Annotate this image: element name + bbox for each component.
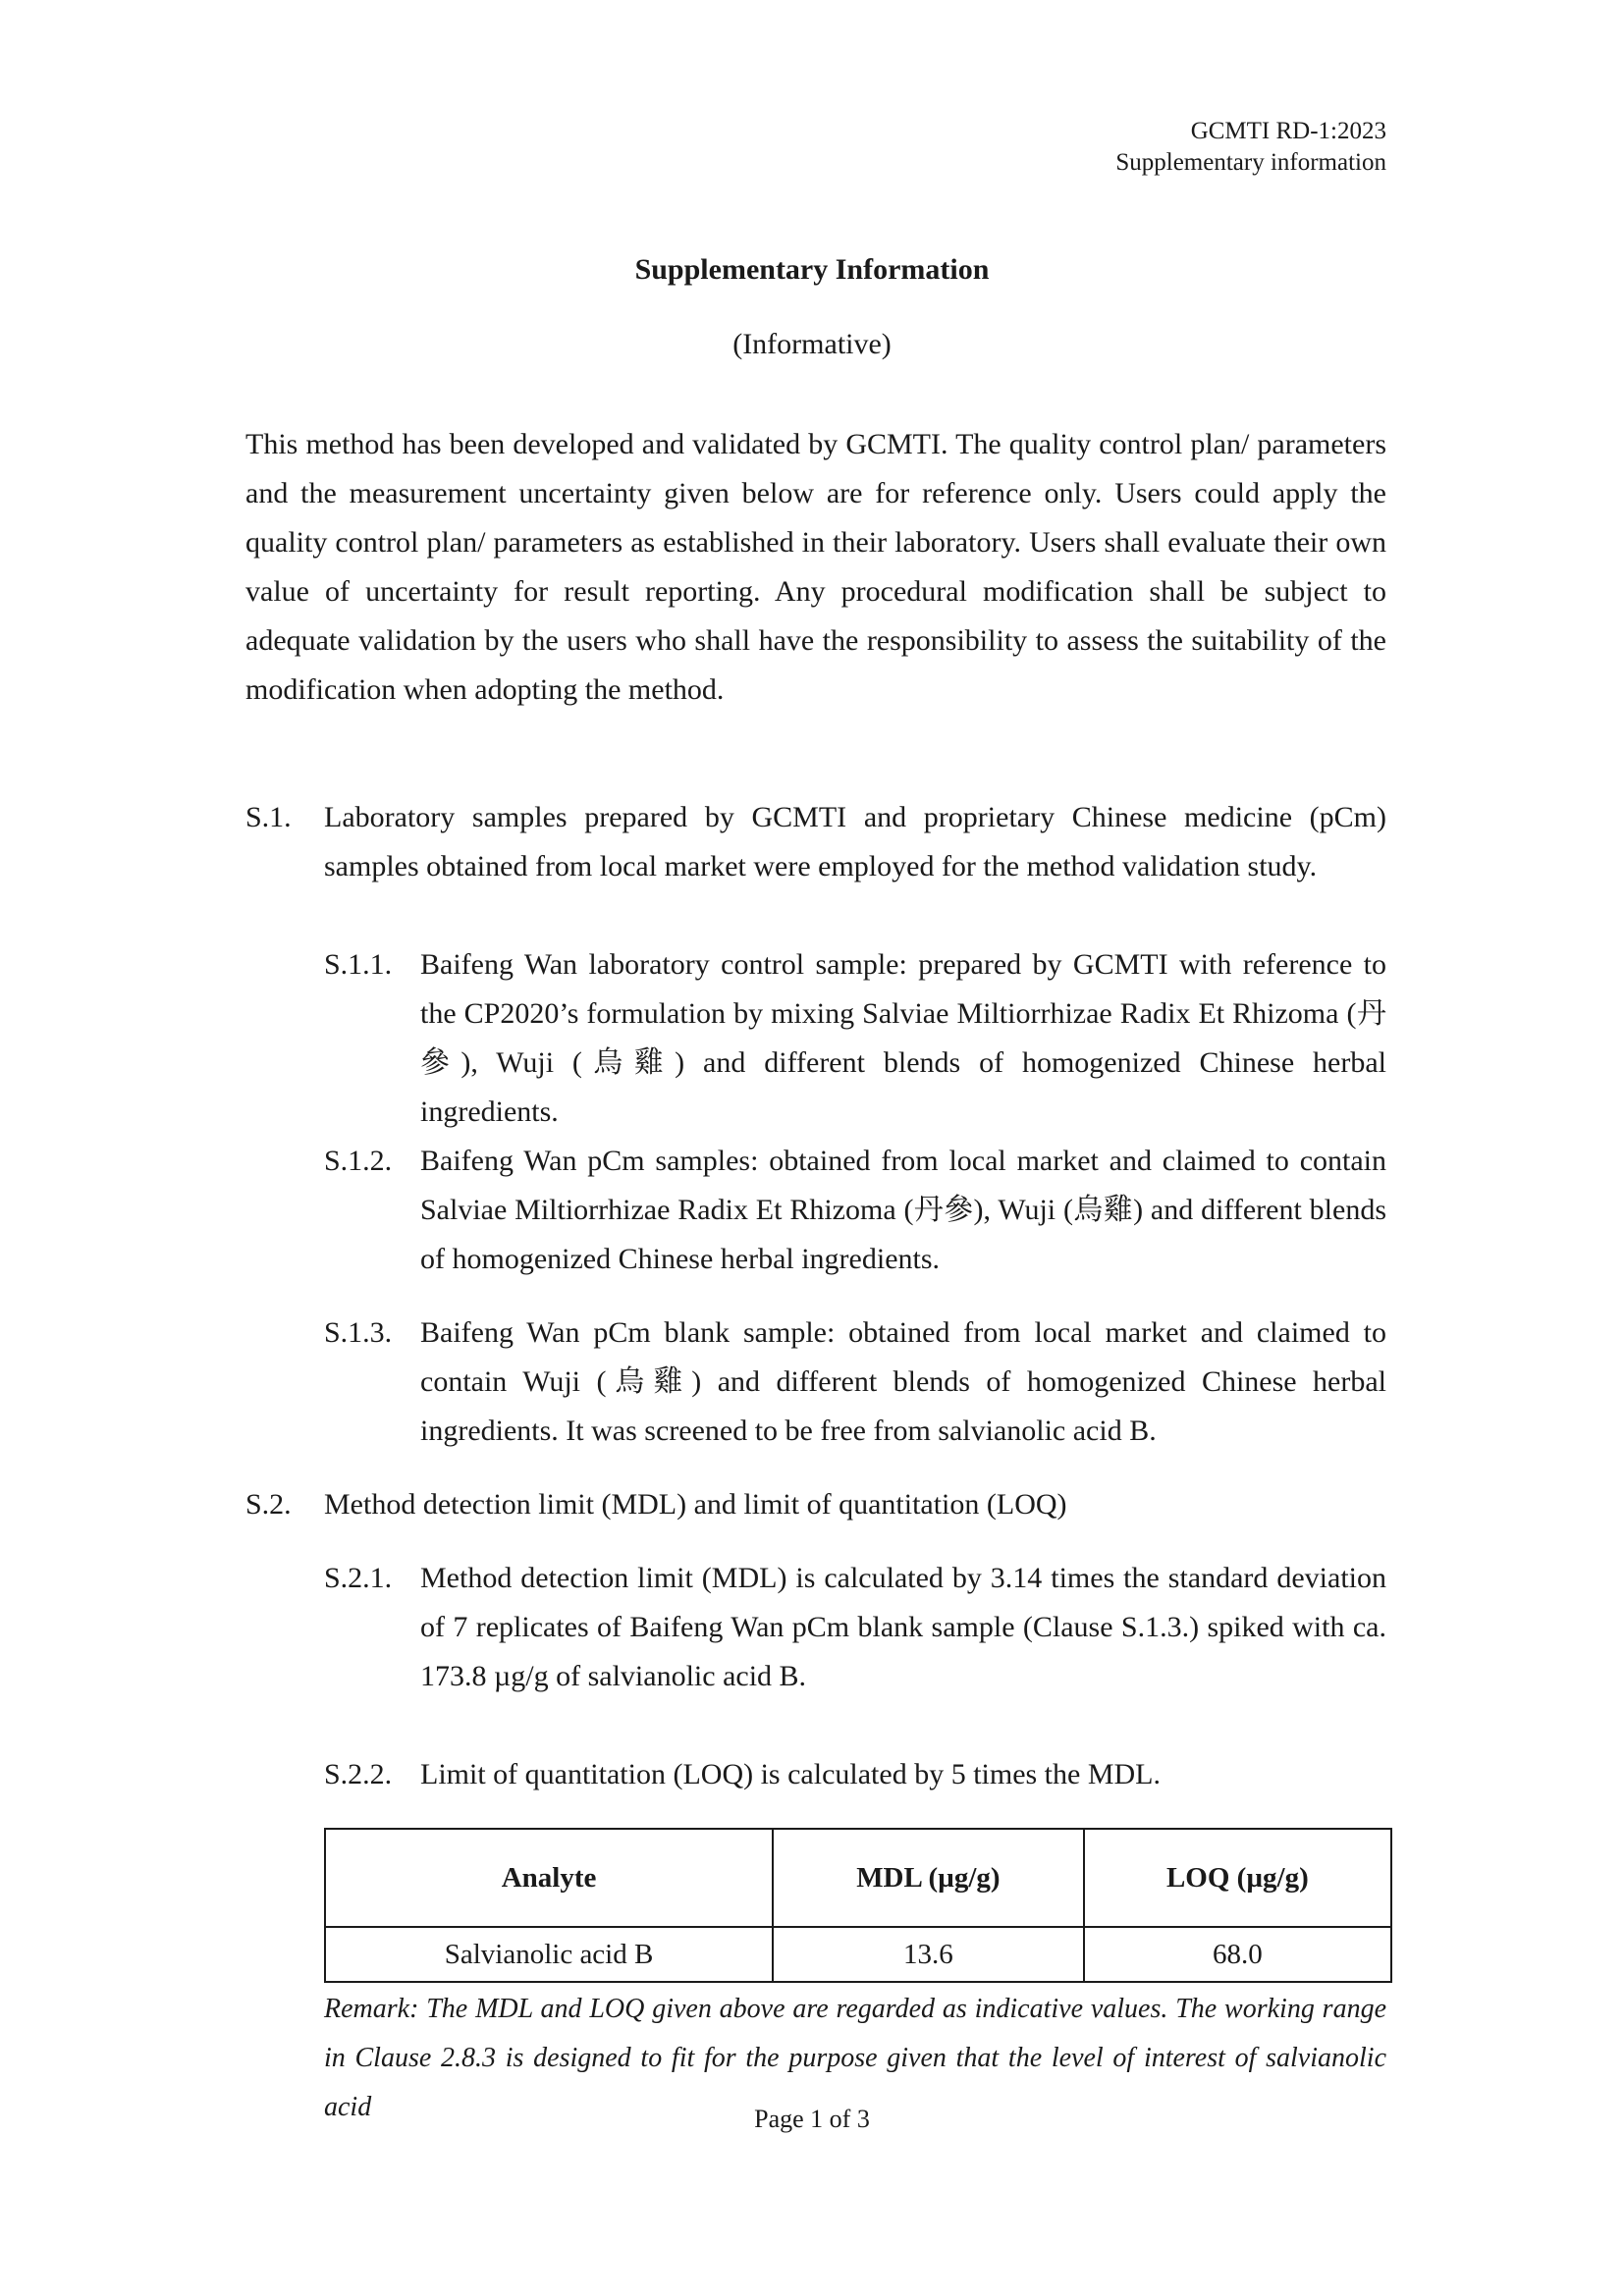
section-s2 <box>245 1480 1386 1529</box>
clause-text: Method detection limit (MDL) is calculated by 3.14 times the standard deviation of 7 replicates of Baifeng Wan pCm blank sample (Clause S.1.3.) spiked with ca. 173.8 µg/g of salvianolic acid B. <box>420 1562 1386 1692</box>
clause-s1-3 <box>324 1308 1386 1456</box>
clause-text: Limit of quantitation (LOQ) is calculated by 5 times the MDL. <box>420 1758 1161 1790</box>
page-title: Supplementary Information <box>634 253 990 286</box>
clause-number: S.1.1. <box>324 948 393 981</box>
page-footer: Page 1 of 3 <box>754 2105 870 2133</box>
mdl-loq-table <box>324 1828 1392 1983</box>
clause-text: Baifeng Wan pCm samples: obtained from local market and claimed to contain Salviae Miltiorrhizae Radix Et Rhizoma (丹參), Wuji (烏雞) and different blends of homogenized Chinese herbal ingredients. <box>420 1145 1386 1275</box>
intro-paragraph: This method has been developed and validated by GCMTI. The quality control plan/ parameters and the measurement uncertainty given below are for reference only. Users could apply the quality control plan/ parameters as established in their laboratory. Users shall evaluate their own value of uncertainty for result reporting. Any procedural modification shall be subject to adequate validation by the users who shall have the responsibility to assess the suitability of the modification when adopting the method. <box>245 428 1386 706</box>
clause-s1-2 <box>324 1137 1386 1284</box>
clause-s2-2 <box>324 1750 1386 1799</box>
section-text: Method detection limit (MDL) and limit of quantitation (LOQ) <box>324 1488 1067 1521</box>
header-doc-code: GCMTI RD-1:2023 <box>1190 118 1386 144</box>
cell-loq: 68.0 <box>1084 1927 1391 1982</box>
section-number: S.2. <box>245 1488 292 1521</box>
clause-text: Baifeng Wan pCm blank sample: obtained from local market and claimed to contain Wuji (烏雞) and different blends of homogenized Chinese herbal ingredients. It was screened to be free from salvianolic acid B. <box>420 1316 1386 1447</box>
header-analyte: Analyte <box>325 1829 773 1927</box>
clause-s1-1 <box>324 940 1386 1137</box>
cell-analyte: Salvianolic acid B <box>325 1927 773 1982</box>
header-doc-label: Supplementary information <box>1115 149 1386 176</box>
header-loq: LOQ (µg/g) <box>1084 1829 1391 1927</box>
section-s1 <box>245 793 1386 891</box>
clause-number: S.2.2. <box>324 1758 393 1790</box>
table-row <box>325 1927 1391 1982</box>
section-text: Laboratory samples prepared by GCMTI and proprietary Chinese medicine (pCm) samples obtained from local market were employed for the method validation study. <box>324 801 1386 882</box>
clause-s2-1 <box>324 1554 1386 1701</box>
page-subtitle: (Informative) <box>732 328 892 360</box>
clause-number: S.1.3. <box>324 1316 393 1349</box>
clause-number: S.1.2. <box>324 1145 393 1177</box>
clause-text: Baifeng Wan laboratory control sample: prepared by GCMTI with reference to the CP2020’s formulation by mixing Salviae Miltiorrhizae Radix Et Rhizoma (丹參), Wuji (烏雞) and different blends of homogenized Chinese herbal ingredients. <box>420 948 1386 1128</box>
table-header-row <box>325 1829 1391 1927</box>
cell-mdl: 13.6 <box>773 1927 1084 1982</box>
table-remark: Remark: The MDL and LOQ given above are regarded as indicative values. The working range in Clause 2.8.3 is designed to fit for the purpose given that the level of interest of salvianolic acid <box>324 1994 1386 2122</box>
header-mdl: MDL (µg/g) <box>773 1829 1084 1927</box>
clause-number: S.2.1. <box>324 1562 393 1594</box>
section-number: S.1. <box>245 801 292 833</box>
